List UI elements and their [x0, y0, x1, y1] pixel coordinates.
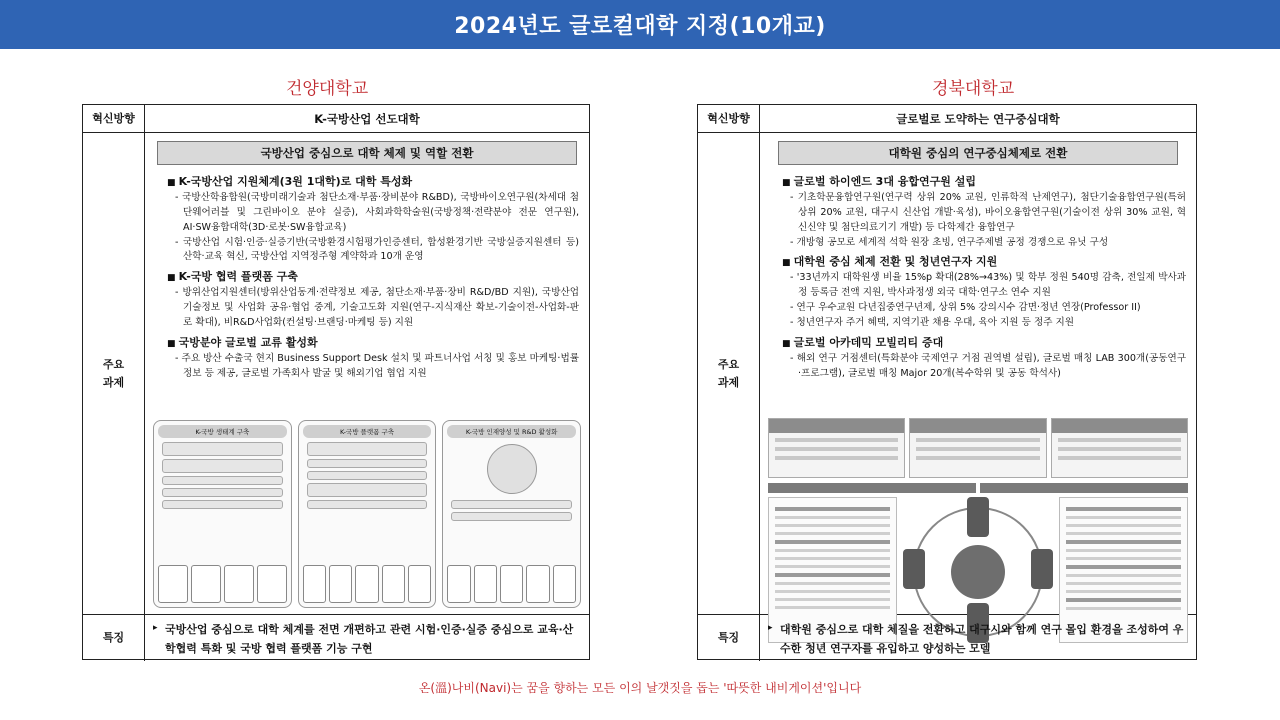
right-feature-text	[760, 615, 1196, 658]
left-diagram	[153, 420, 581, 608]
diagram-column-head: K-국방 인재양성 및 R&D 활성화	[447, 425, 576, 438]
diagram-box	[451, 512, 572, 521]
right-bullet: - 연구 우수교원 다년집중연구년제, 상위 5% 강의시수 감면·정년 연장(Professor II)	[790, 301, 1186, 316]
diagram-box	[162, 459, 283, 473]
right-bullet: - 해외 연구 거점센터(특화분야 국제연구 거점 권역별 설립), 글로벌 매칭 LAB 300개(공동연구·프로그램), 글로벌 매칭 Major 20개(복수학위 및 공동 학석사)	[790, 352, 1186, 382]
right-banner: 대학원 중심의 연구중심체제로 전환	[778, 141, 1178, 165]
diagram-box	[162, 476, 283, 485]
left-bullet: - 국방산학융합원(국방미래기술과 첨단소재·부품·장비분야 R&BD), 국방바이오연구원(차세대 첨단웨어러블 및 그린바이오 분야 실증), 사회과학학술원(국방정책·전략분야 전문 연구원), AI·SW융합대학(3D·로봇·SW융합교육)	[175, 191, 579, 236]
diagram-box	[307, 459, 428, 468]
left-direction-value: K-국방산업 선도대학	[314, 111, 420, 126]
left-feature-text	[145, 615, 589, 658]
diagram-column	[442, 420, 581, 608]
right-direction-value: 글로벌로 도약하는 연구중심대학	[896, 111, 1060, 126]
diagram-column	[153, 420, 292, 608]
diagram-box	[162, 500, 283, 509]
left-direction-row	[83, 105, 589, 133]
diagram-grid	[303, 565, 432, 603]
right-feature-label: 특징	[698, 615, 760, 661]
diagram-cell	[553, 565, 576, 603]
left-section-title: ■ 국방분야 글로벌 교류 활성화	[167, 334, 579, 350]
left-section-title: ■ K-국방산업 지원체계(3원 1대학)로 대학 특성화	[167, 173, 579, 189]
diagram-cell	[158, 565, 188, 603]
right-section-title: ■ 글로벌 아카데믹 모빌리티 증대	[782, 334, 1186, 350]
right-feature-body	[760, 615, 1196, 661]
diagram-cell	[191, 565, 221, 603]
right-bullet: - 기초학문융합연구원(연구력 상위 20% 교원, 인류학적 난제연구), 첨단기술융합연구원(특허 상위 20% 교원, 대구시 신산업 개발·육성), 바이오융합연구원(기술이전 상위 30% 교원, 혁신신약 및 첨단의료기기 개발) 등 다학제간 융합연구	[790, 191, 1186, 236]
left-tasks-row	[83, 133, 589, 615]
right-feature-row	[698, 615, 1196, 661]
diagram-cell	[257, 565, 287, 603]
left-feature-label: 특징	[83, 615, 145, 661]
diagram-cell	[382, 565, 405, 603]
left-banner: 국방산업 중심으로 대학 체제 및 역할 전환	[157, 141, 577, 165]
right-bullet: - 청년연구자 주거 혜택, 지역기관 채용 우대, 육아 지원 등 정주 지원	[790, 316, 1186, 331]
right-university-name: 경북대학교	[932, 79, 1015, 99]
right-tasks-body	[760, 133, 1196, 614]
triangle-bullet-icon: ▸	[768, 623, 773, 633]
diagram-grid	[447, 565, 576, 603]
diagram-column	[298, 420, 437, 608]
right-diagram-strip	[768, 483, 1188, 493]
left-feature-row	[83, 615, 589, 661]
left-bullet: - 주요 방산 수출국 현지 Business Support Desk 설치 및 파트너사업 서칭 및 홍보 마케팅·법률 정보 등 제공, 글로벌 가족회사 발굴 및 해외기업 협업 지원	[175, 352, 579, 382]
left-university-name: 건양대학교	[286, 79, 369, 99]
right-section-title: ■ 글로벌 하이엔드 3대 융합연구원 설립	[782, 173, 1186, 189]
right-section-title: ■ 대학원 중심 체제 전환 및 청년연구자 지원	[782, 253, 1186, 269]
right-diagram-top	[768, 418, 1188, 478]
triangle-bullet-icon: ▸	[153, 623, 158, 633]
right-tasks-row	[698, 133, 1196, 615]
diagram-column-head: K-국방 생태계 구축	[158, 425, 287, 438]
right-bullet: - 개방형 공모로 세계적 석학 원장 초빙, 연구주제별 공정 경쟁으로 유닛 구성	[790, 236, 1186, 251]
page-title: 2024년도 글로컬대학 지정(10개교)	[454, 14, 826, 39]
diagram-column	[1051, 418, 1188, 478]
right-direction-row	[698, 105, 1196, 133]
diagram-box	[307, 471, 428, 480]
right-tasks-label: 주요 과제	[698, 133, 760, 614]
right-feature-value: 대학원 중심으로 대학 체질을 전환하고 대구시와 함께 연구 몰입 환경을 조성하여 우수한 청년 연구자를 유입하고 양성하는 모델	[780, 623, 1184, 655]
left-feature-value: 국방산업 중심으로 대학 체계를 전면 개편하고 관련 시험·인증·실증 중심으로 교육·산학협력 특화 및 국방 협력 플랫폼 기능 구현	[165, 623, 574, 655]
diagram-grid	[158, 565, 287, 603]
right-direction-label: 혁신방향	[698, 105, 760, 132]
left-bullet: - 방위산업지원센터(방위산업동계·전략정보 제공, 첨단소재·부품·장비 R&D/BD 지원), 국방산업 기술정보 및 사업화 공유·협업 중계, 기술고도화 지원(연구-지식재산 확보-기술이전-사업화-판로 확대), 비R&D사업화(컨설팅·브랜딩·마케팅 등) 지원	[175, 286, 579, 331]
diagram-cell	[500, 565, 523, 603]
diagram-column-head: K-국방 플랫폼 구축	[303, 425, 432, 438]
diagram-cell	[526, 565, 549, 603]
diagram-cell	[329, 565, 352, 603]
diagram-cell	[355, 565, 378, 603]
left-bullet: - 국방산업 시험·인증·실증기반(국방환경시험평가인증센터, 합성환경기반 국방실증지원센터 등) 산학·교육 혁신, 국방산업 지역정주형 계약학과 10개 운영	[175, 236, 579, 266]
diagram-box	[451, 500, 572, 509]
left-direction-label: 혁신방향	[83, 105, 145, 132]
footer-note: 온(溫)나비(Navi)는 꿈을 향하는 모든 이의 날갯짓을 돕는 '따뜻한 내비게이션'입니다	[418, 681, 862, 695]
diagram-column	[768, 418, 905, 478]
diagram-box	[307, 442, 428, 456]
left-document-panel	[82, 104, 590, 660]
diagram-circle	[487, 444, 537, 494]
diagram-column	[909, 418, 1046, 478]
diagram-box	[162, 488, 283, 497]
diagram-cell	[474, 565, 497, 603]
left-feature-body	[145, 615, 589, 661]
right-bullet: - '33년까지 대학원생 비율 15%p 확대(28%→43%) 및 학부 정원 540명 감축, 전일제 박사과정 등록금 전액 지원, 박사과정생 외국 대학·연구소 연수 지원	[790, 271, 1186, 301]
diagram-box	[307, 500, 428, 509]
diagram-box	[307, 483, 428, 497]
diagram-cell	[224, 565, 254, 603]
right-document-panel	[697, 104, 1197, 660]
left-tasks-label: 주요 과제	[83, 133, 145, 614]
left-section-title: ■ K-국방 협력 플랫폼 구축	[167, 268, 579, 284]
left-tasks-body	[145, 133, 589, 614]
diagram-cell	[303, 565, 326, 603]
diagram-cell	[447, 565, 470, 603]
diagram-cell	[408, 565, 431, 603]
diagram-box	[162, 442, 283, 456]
header-bar	[0, 0, 1280, 49]
